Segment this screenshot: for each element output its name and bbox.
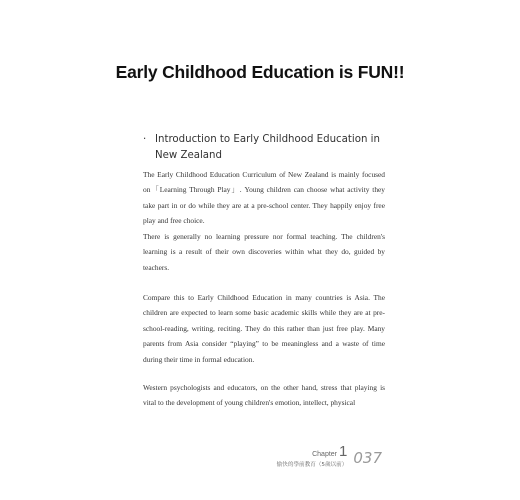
page-title: Early Childhood Education is FUN!! [115,62,405,82]
paragraph-asia-comparison [143,290,385,367]
paragraph-text: Compare this to Early Childhood Education in many countries is Asia. The children are expected to learn some basic academic skills while they are at pre-school-reading, writing, reciting. They do this rather than just free play. Many parents from Asia consider “playing” to be meaningless and a waste of time during their time in formal education. [143,293,385,364]
page-number: 037 [353,449,382,467]
section-heading [143,132,393,164]
paragraph-no-pressure [143,229,385,275]
paragraph-text: The Early Childhood Education Curriculum of New Zealand is mainly focused on「Learning Through Play」. Young children can choose what activity they take part in or do while they are at a pre-school center. They happily enjoy free play and free choice. [143,170,385,226]
chapter-label: Chapter [312,451,338,458]
bullet-icon: · [143,134,147,145]
chapter-subtitle: 愉快的學前教育（5歲以前） [276,462,348,468]
paragraph-western-view [143,380,385,411]
chapter-info [277,445,348,468]
paragraph-text: There is generally no learning pressure nor formal teaching. The children's learning is a result of their own discoveries within what they do, guided by teachers. [143,232,385,272]
chapter-number: 1 [339,443,348,460]
paragraph-text: Western psychologists and educators, on the other hand, stress that playing is vital to the development of young children's emotion, intellect, physical [143,383,385,408]
chapter-row [312,445,347,459]
page-footer [277,442,382,468]
paragraph-intro [143,167,385,229]
section-heading-text: Introduction to Early Childhood Education in New Zealand [155,134,380,161]
